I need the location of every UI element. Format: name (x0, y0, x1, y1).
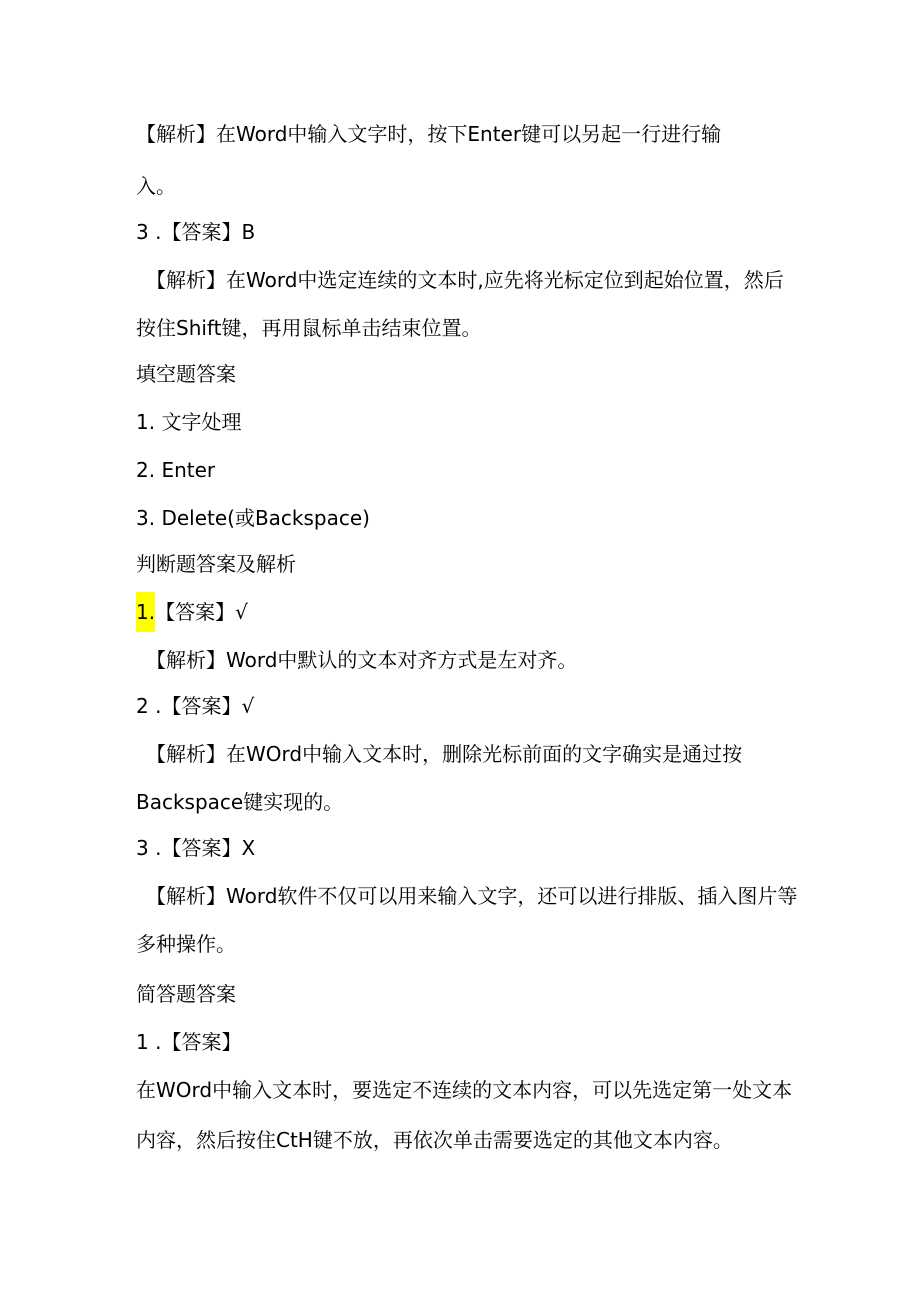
analysis-text: 【解析】在Word中输入文字时，按下Enter键可以另起一行进行输 (136, 122, 722, 146)
answer-text: 在WOrd中输入文本时，要选定不连续的文本内容，可以先选定第一处文本 (136, 1078, 793, 1102)
fill-answer: 2. Enter (136, 458, 216, 482)
analysis-text-continued: 按住Shift键，再用鼠标单击结束位置。 (136, 316, 482, 340)
section-heading: 简答题答案 (136, 982, 236, 1006)
analysis-text-continued: 多种操作。 (136, 932, 236, 956)
analysis-text: 【解析】在Word中选定连续的文本时,应先将光标定位到起始位置，然后 (146, 268, 784, 292)
answer-line (136, 592, 248, 632)
analysis-text: 【解析】Word软件不仅可以用来输入文字，还可以进行排版、插入图片等 (146, 884, 798, 908)
answer-line: 1 .【答案】 (136, 1030, 242, 1054)
answer-line: 3 .【答案】B (136, 220, 256, 244)
analysis-text-continued: 入。 (136, 174, 176, 198)
highlighted-number: 1. (136, 592, 155, 632)
fill-answer: 3. Delete(或Backspace) (136, 506, 370, 530)
analysis-text-continued: Backspace键实现的。 (136, 790, 344, 814)
section-heading: 填空题答案 (136, 362, 236, 386)
answer-line: 2 .【答案】√ (136, 694, 255, 718)
section-heading: 判断题答案及解析 (136, 552, 296, 576)
fill-answer: 1. 文字处理 (136, 410, 242, 434)
analysis-text: 【解析】Word中默认的文本对齐方式是左对齐。 (146, 648, 578, 672)
analysis-text: 【解析】在WOrd中输入文本时，删除光标前面的文字确实是通过按 (146, 742, 743, 766)
answer-label: 【答案】√ (155, 600, 248, 624)
answer-line: 3 .【答案】X (136, 836, 256, 860)
answer-text-continued: 内容，然后按住CtH键不放，再依次单击需要选定的其他文本内容。 (136, 1128, 733, 1152)
